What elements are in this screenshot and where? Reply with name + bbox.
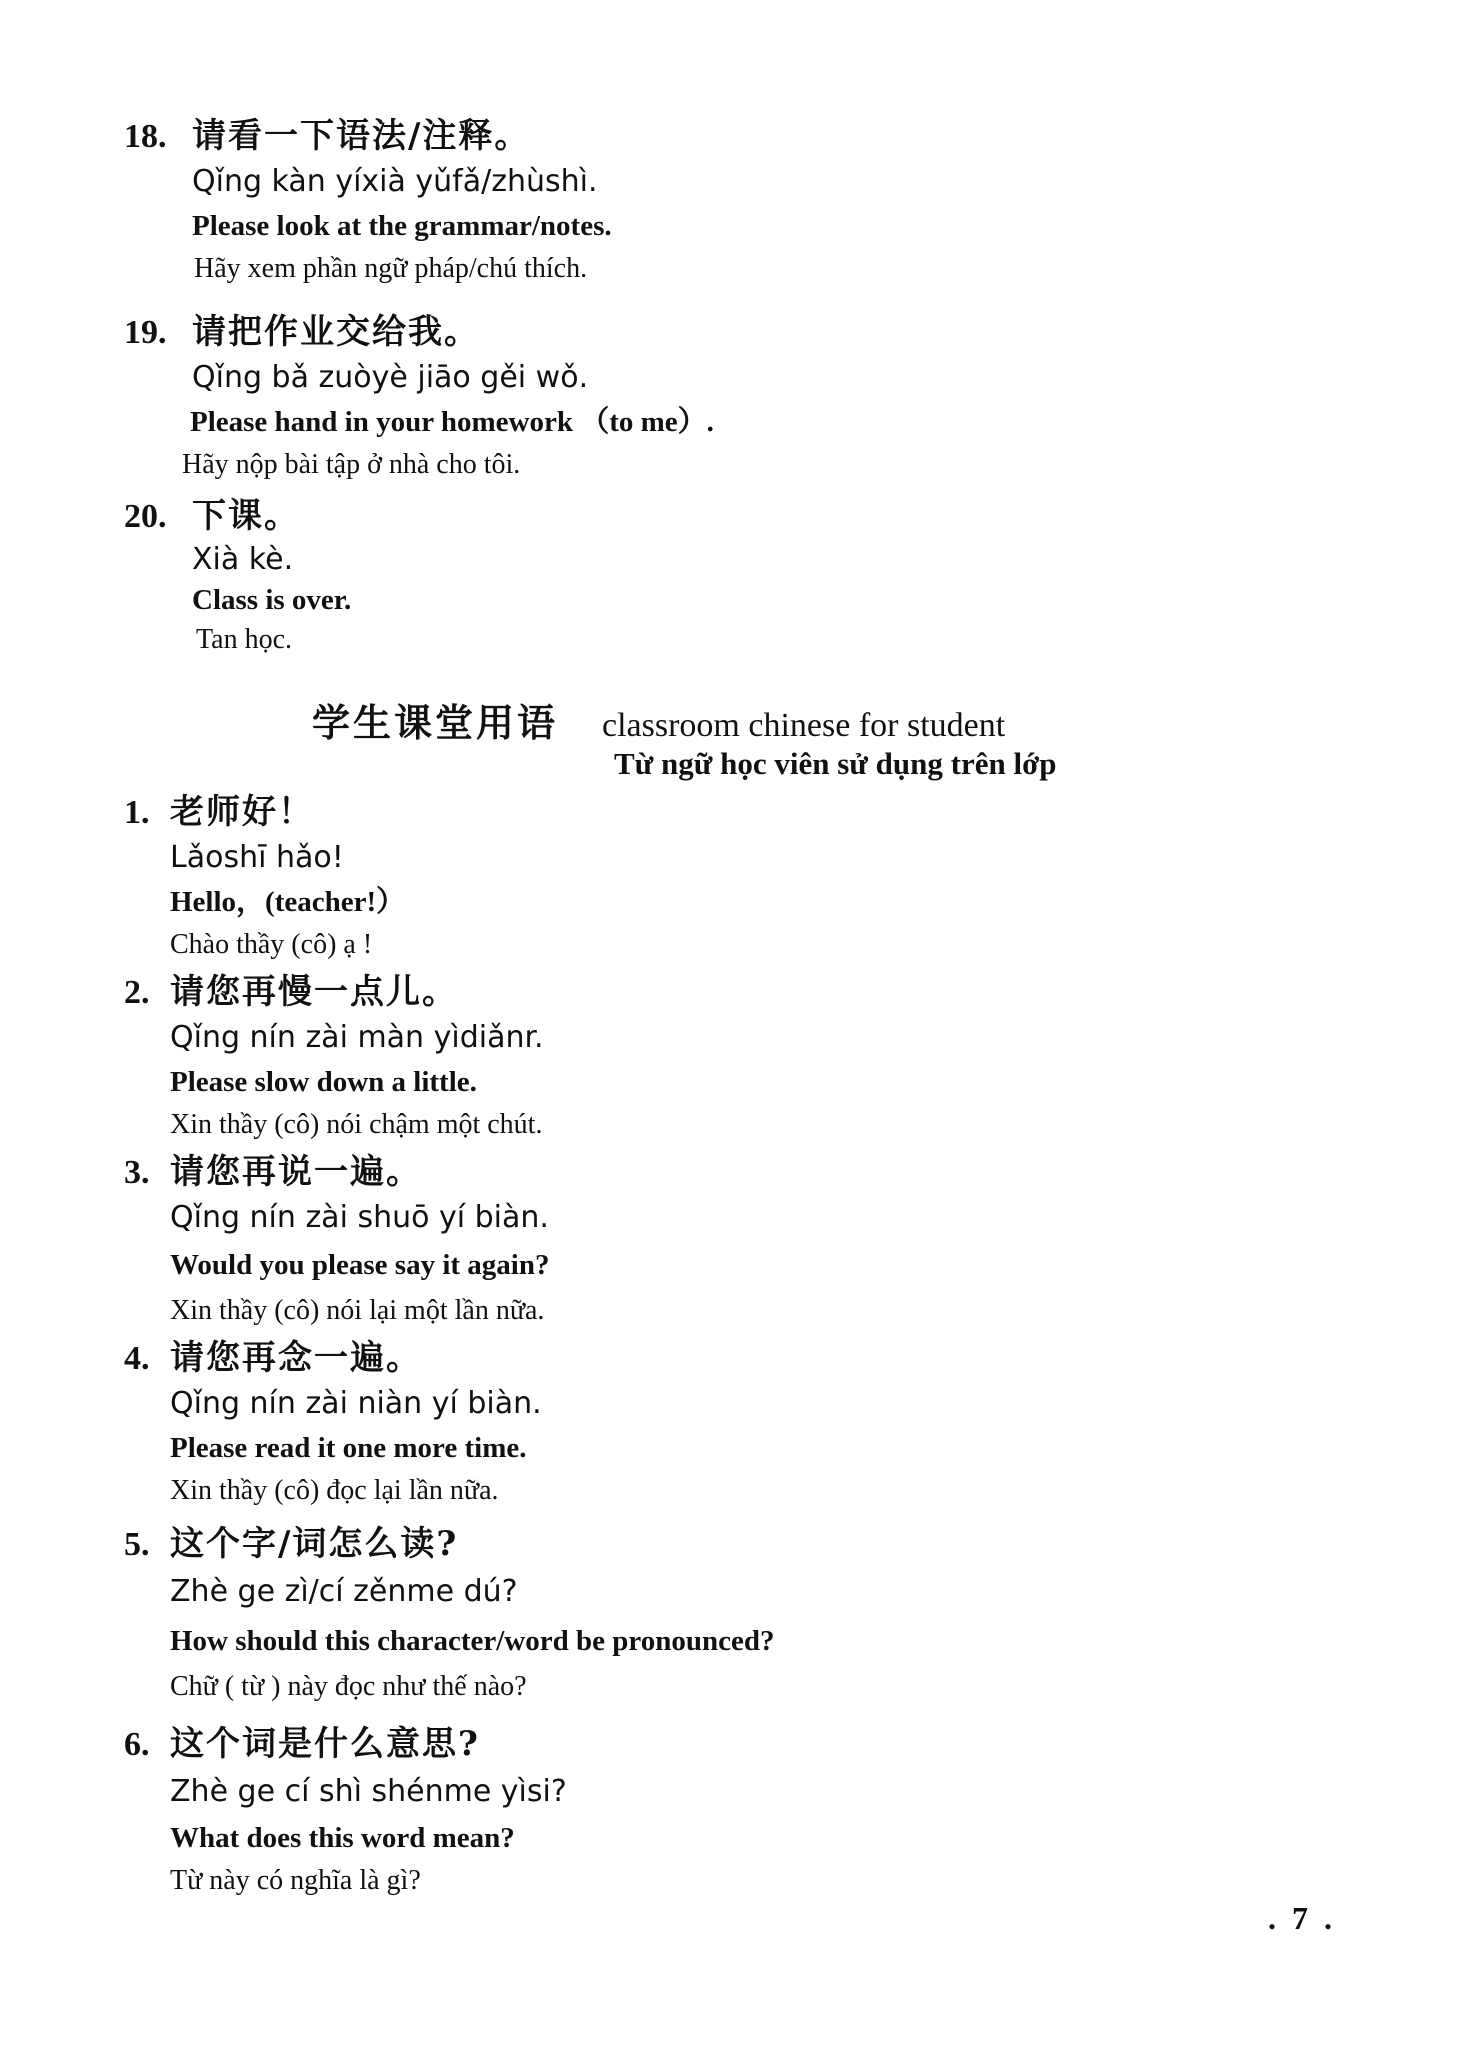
phrase-item-4: [124, 1330, 542, 1512]
phrase-item-19: [124, 304, 714, 486]
english-translation: Please look at the grammar/notes.: [192, 210, 612, 242]
item-number: 1.: [124, 794, 150, 831]
pinyin-line: Zhè ge cí shì shénme yìsi?: [170, 1774, 567, 1809]
english-translation: Please read it one more time.: [170, 1432, 527, 1464]
english-translation: Would you please say it again?: [170, 1249, 550, 1281]
item-number: 3.: [124, 1154, 150, 1191]
chinese-phrase: 请您再念一遍。: [170, 1338, 422, 1378]
pinyin-line: Qǐng bǎ zuòyè jiāo gěi wǒ.: [192, 360, 589, 395]
page-number: . 7 .: [1268, 1900, 1336, 1936]
pinyin-line: Qǐng nín zài shuō yí biàn.: [170, 1200, 549, 1235]
vietnamese-translation: Tan học.: [196, 624, 293, 655]
chinese-phrase: 请把作业交给我。: [192, 312, 480, 352]
english-translation: Please slow down a little.: [170, 1066, 477, 1098]
vietnamese-translation: Xin thầy (cô) nói lại một lần nữa.: [170, 1295, 545, 1326]
english-translation: Class is over.: [192, 584, 352, 616]
item-number: 20.: [124, 498, 167, 535]
section-title-english: classroom chinese for student: [602, 707, 1006, 744]
vietnamese-translation: Chào thầy (cô) ạ !: [170, 929, 373, 960]
vietnamese-translation: Từ này có nghĩa là gì?: [170, 1865, 421, 1896]
vietnamese-translation: Hãy nộp bài tập ở nhà cho tôi.: [182, 449, 521, 480]
chinese-phrase: 请看一下语法/注释。: [192, 116, 531, 156]
phrase-item-20: [124, 488, 351, 660]
pinyin-line: Zhè ge zì/cí zěnme dú?: [170, 1574, 518, 1609]
vietnamese-translation: Hãy xem phần ngữ pháp/chú thích.: [194, 253, 588, 284]
english-translation: How should this character/word be pronounced?: [170, 1625, 775, 1657]
phrase-item-5: [124, 1516, 774, 1708]
phrase-item-2: [124, 964, 544, 1146]
phrase-item-1: [124, 784, 405, 966]
chinese-phrase: 请您再慢一点儿。: [170, 972, 458, 1012]
section-title-chinese: 学生课堂用语: [312, 700, 559, 745]
pinyin-line: Lǎoshī hǎo!: [170, 840, 344, 875]
chinese-phrase: 这个字/词怎么读?: [170, 1524, 459, 1564]
item-number: 5.: [124, 1526, 150, 1563]
phrase-item-3: [124, 1144, 550, 1332]
phrase-item-18: [124, 108, 612, 290]
item-number: 6.: [124, 1726, 150, 1763]
item-number: 19.: [124, 314, 167, 351]
phrase-item-6: [124, 1716, 567, 1902]
vietnamese-translation: Xin thầy (cô) nói chậm một chút.: [170, 1109, 543, 1140]
english-translation: Please hand in your homework （to me）.: [190, 406, 714, 438]
section-title-vietnamese: Từ ngữ học viên sử dụng trên lớp: [614, 746, 1057, 781]
item-number: 2.: [124, 974, 150, 1011]
section-heading: [312, 692, 1057, 781]
english-translation: Hello，(teacher!）: [170, 886, 406, 918]
pinyin-line: Qǐng nín zài màn yìdiǎnr.: [170, 1020, 544, 1055]
chinese-phrase: 这个词是什么意思?: [170, 1724, 480, 1764]
chinese-phrase: 请您再说一遍。: [170, 1152, 422, 1192]
pinyin-line: Xià kè.: [192, 542, 294, 577]
vietnamese-translation: Xin thầy (cô) đọc lại lần nữa.: [170, 1475, 499, 1506]
pinyin-line: Qǐng kàn yíxià yǔfǎ/zhùshì.: [192, 164, 598, 199]
vietnamese-translation: Chữ ( từ ) này đọc như thế nào?: [170, 1671, 527, 1702]
pinyin-line: Qǐng nín zài niàn yí biàn.: [170, 1386, 542, 1421]
chinese-phrase: 下课。: [192, 496, 300, 536]
english-translation: What does this word mean?: [170, 1822, 515, 1854]
item-number: 18.: [124, 118, 167, 155]
chinese-phrase: 老师好！: [170, 792, 314, 832]
item-number: 4.: [124, 1340, 150, 1377]
